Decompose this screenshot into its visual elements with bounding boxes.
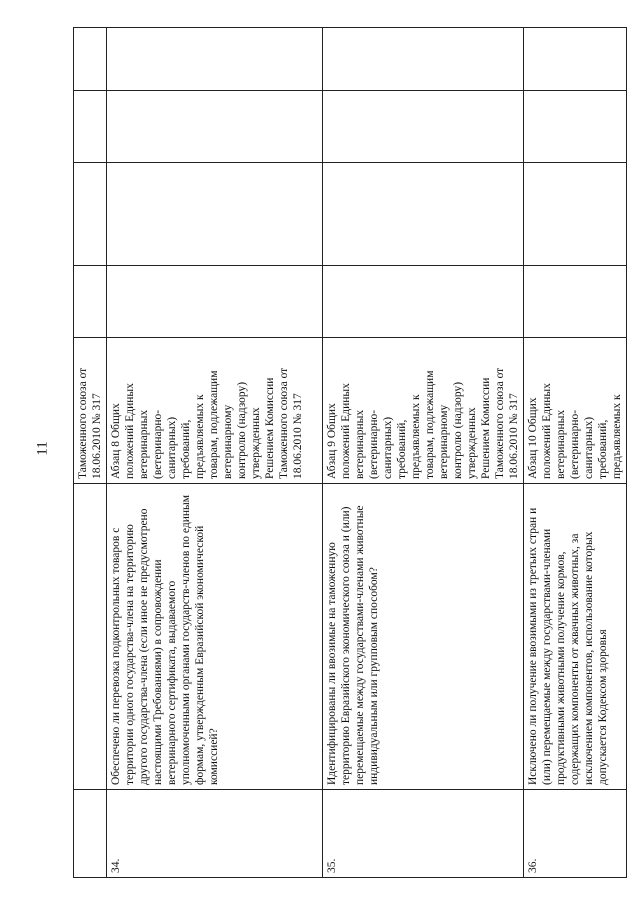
basis-line: санитарных) xyxy=(166,416,179,479)
basis-line: ветеринарных xyxy=(555,409,568,479)
question-text: Исключено ли получение ввозимыми из третьих стран и (или) перемещаемые между государствами-членами продуктивными животными получение кормов, содержащих компоненты от жвачных животных, за исключением компонентов, использование которых допускается Кодексом здоровья xyxy=(524,484,627,790)
checklist-table-rotated xyxy=(73,28,624,878)
basis-line: 18.06.2010 № 317 xyxy=(292,393,305,479)
cell-number xyxy=(74,790,107,878)
basis-line: предъявляемых к xyxy=(410,394,423,479)
basis-line: 18.06.2010 № 317 xyxy=(91,393,104,479)
basis-line: Абзац 8 Общих xyxy=(110,403,123,479)
cell-basis xyxy=(74,338,107,484)
basis-line: ветеринарных xyxy=(138,409,151,479)
basis-line: контролю (надзору) xyxy=(452,381,465,479)
cell-answer-yes xyxy=(524,266,627,338)
checklist-table xyxy=(73,27,627,878)
table-row-35 xyxy=(323,28,524,878)
basis-line: товарам, подлежащим xyxy=(208,370,221,479)
basis-line: утвержденных xyxy=(250,407,263,479)
table-row-36 xyxy=(524,28,627,878)
basis-line: ветеринарных xyxy=(354,409,367,479)
basis-line: положений Единых xyxy=(340,383,353,479)
basis-line: положений Единых xyxy=(541,383,554,479)
basis-line: (ветеринарно- xyxy=(569,409,582,479)
cell-answer-na xyxy=(524,91,627,163)
basis-line: Таможенного союза от xyxy=(494,367,507,479)
row-number: 36. xyxy=(524,790,627,878)
cell-note xyxy=(107,28,323,91)
basis-line: Абзац 10 Общих xyxy=(527,397,540,479)
table-row-34 xyxy=(107,28,323,878)
cell-answer-no xyxy=(107,163,323,266)
basis-line: Таможенного союза от xyxy=(77,367,89,479)
cell-note xyxy=(524,28,627,91)
basis-line: положений Единых xyxy=(124,383,137,479)
page-number: 11 xyxy=(34,441,51,456)
cell-answer-yes xyxy=(323,266,524,338)
basis-line: утвержденных xyxy=(466,407,479,479)
row-number: 35. xyxy=(323,790,524,878)
cell-answer-na xyxy=(323,91,524,163)
basis-line: (ветеринарно- xyxy=(368,409,381,479)
basis-line: Абзац 9 Общих xyxy=(326,403,339,479)
cell-answer-yes xyxy=(107,266,323,338)
basis-line: товарам, подлежащим xyxy=(424,370,437,479)
basis-text xyxy=(323,338,524,484)
basis-line: санитарных) xyxy=(382,416,395,479)
basis-text xyxy=(107,338,323,484)
basis-line: Таможенного союза от xyxy=(278,367,291,479)
table-row-continuation xyxy=(74,28,107,878)
cell-answer-no xyxy=(74,163,107,266)
basis-line: предъявляемых к xyxy=(194,394,207,479)
basis-line: 18.06.2010 № 317 xyxy=(508,393,521,479)
cell-question xyxy=(74,484,107,790)
cell-note xyxy=(74,28,107,91)
basis-text xyxy=(524,338,627,484)
question-text: Обеспечено ли перевозка подконтрольных товаров с территории одного государства-члена на территорию другого государства-члена (если иное не предусмотрено настоящими Требованиями) в сопровождении ветеринарного сертификата, выдаваемого уполномоченными органами государств-членов по единым формам, утвержденным Евразийской экономической комиссией? xyxy=(107,484,323,790)
basis-line: ветеринарному xyxy=(438,404,451,479)
basis-line: требований, xyxy=(597,419,610,479)
basis-line: Решением Комиссии xyxy=(264,377,277,479)
cell-answer-no xyxy=(524,163,627,266)
cell-note xyxy=(323,28,524,91)
cell-answer-no xyxy=(323,163,524,266)
basis-line: требований, xyxy=(180,419,193,479)
basis-line: требований, xyxy=(396,419,409,479)
cell-answer-na xyxy=(74,91,107,163)
basis-line: санитарных) xyxy=(583,416,596,479)
basis-line: предъявляемых к xyxy=(611,394,624,479)
basis-line: Решением Комиссии xyxy=(480,377,493,479)
question-text: Идентифицированы ли ввозимые на таможенную территорию Евразийского экономического союза и (или) перемещаемые между государствами-членами животные индивидуальным или групповым способом? xyxy=(323,484,524,790)
cell-answer-yes xyxy=(74,266,107,338)
cell-answer-na xyxy=(107,91,323,163)
basis-line: ветеринарному xyxy=(222,404,235,479)
basis-line: контролю (надзору) xyxy=(236,381,249,479)
row-number: 34. xyxy=(107,790,323,878)
basis-line: (ветеринарно- xyxy=(152,409,165,479)
